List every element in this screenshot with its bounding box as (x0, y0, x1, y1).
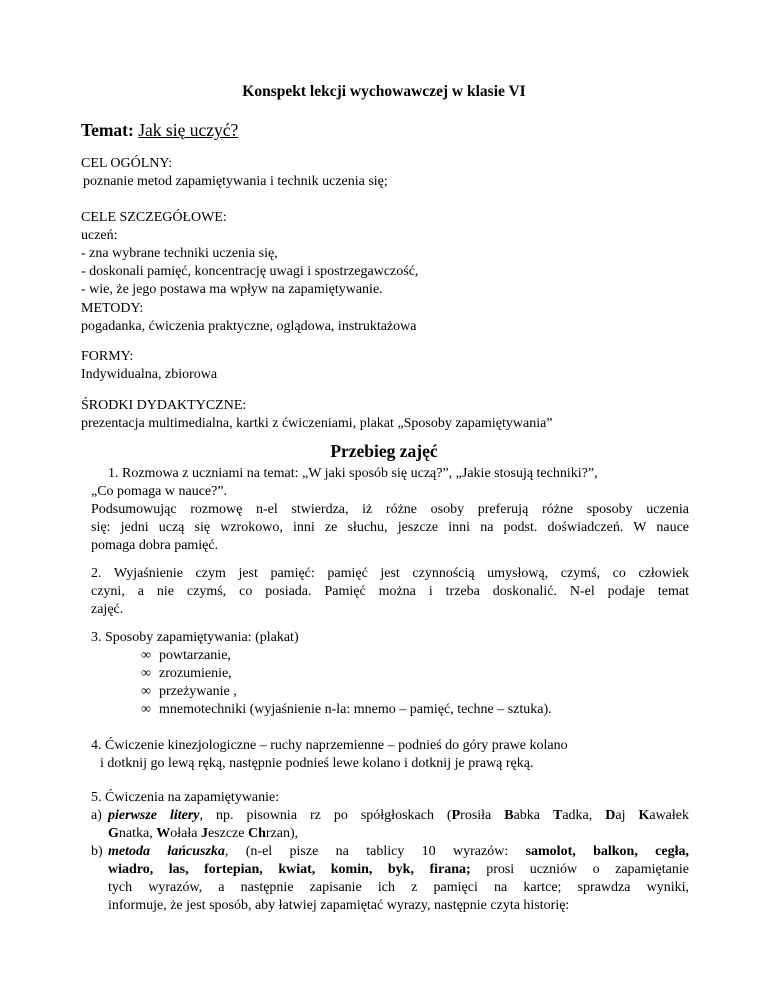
text-fragment: awałek (649, 808, 690, 823)
step-5-heading-text: 5. Ćwiczenia na zapamiętywanie: (91, 790, 280, 805)
cel-ogolny-text: poznanie metod zapamiętywania i technik uczenia się; (83, 174, 388, 189)
step-1-cont (91, 483, 689, 555)
bold-letter: J (200, 826, 208, 841)
step-5a-line-2 (91, 825, 689, 843)
step-1-line: „Co pomaga w nauce?”. (91, 484, 228, 499)
text-fragment: aj (615, 808, 639, 823)
cele-line: - doskonali pamięć, koncentrację uwagi i spostrzegawczość, (81, 264, 419, 279)
step-1 (108, 465, 689, 483)
cele-line: uczeń: (81, 228, 118, 243)
step-5b-line-1 (108, 843, 689, 861)
step-5-heading (91, 789, 689, 807)
formy-heading: FORMY: (81, 349, 134, 364)
infinity-bullet-icon: ∞ (141, 702, 151, 717)
step-5a (91, 807, 689, 843)
text-fragment: , np. pisownia rz po spółgłoskach ( (199, 808, 452, 823)
cel-ogolny-section (81, 155, 691, 191)
sub-label: a) (91, 808, 102, 823)
bold-letter: G (108, 826, 119, 841)
step-1-line: Podsumowując rozmowę n-el stwierdza, iż różne osoby preferują różne sposoby uczenia (91, 502, 689, 517)
metody-section (81, 300, 691, 336)
srodki-text: prezentacja multimedialna, kartki z ćwiczeniami, plakat „Sposoby zapamiętywania” (81, 416, 553, 431)
step-4-line: i dotknij go lewą ręką, następnie podnieś lewe kolano i dotknij je prawą ręką. (100, 756, 534, 771)
step-2-line: 2. Wyjaśnienie czym jest pamięć: pamięć jest czynnością umysłową, czymś, co człowiek (91, 566, 689, 581)
list-item-text: zrozumienie, (159, 666, 232, 681)
list-item-text: przeżywanie , (159, 684, 237, 699)
step-4 (91, 737, 689, 773)
cel-ogolny-heading: CEL OGÓLNY: (81, 156, 173, 171)
text-fragment: abka (513, 808, 553, 823)
infinity-bullet-icon: ∞ (141, 648, 151, 663)
infinity-bullet-icon: ∞ (141, 684, 151, 699)
bold-letter: D (605, 808, 616, 823)
srodki-section (81, 397, 691, 433)
step-4-line: 4. Ćwiczenie kinezjologiczne – ruchy naprzemienne – podnieś do góry prawe kolano (91, 738, 568, 753)
list-item (141, 665, 552, 683)
formy-text: Indywidualna, zbiorowa (81, 367, 218, 382)
cele-szczegolowe-heading: CELE SZCZEGÓŁOWE: (81, 210, 227, 225)
bold-letter: P (451, 808, 461, 823)
przebieg-heading: Przebieg zajęć (330, 441, 438, 461)
metody-text: pogadanka, ćwiczenia praktyczne, oglądowa, instruktażowa (81, 319, 417, 334)
list-item-text: powtarzanie, (159, 648, 231, 663)
step-1-line: się: jedni uczą się wzrokowo, inni ze słuchu, jeszcze inni na podst. doświadczeń. W nauce (91, 520, 689, 535)
step-3-heading (91, 629, 689, 647)
step-5b-line-2 (91, 861, 689, 879)
topic-label: Temat: (81, 120, 134, 140)
bold-words: wiadro, las, fortepian, kwiat, komin, byk, firana; (108, 862, 471, 877)
step-5b-line-4: informuje, że jest sposób, aby łatwiej zapamiętać wyrazy, następnie czyta historię: (108, 898, 570, 913)
term-first-letters: pierwsze litery (108, 808, 200, 823)
step-3-heading-text: 3. Sposoby zapamiętywania: (plakat) (91, 630, 299, 645)
sub-label: b) (91, 844, 103, 859)
step-2-line: czyni, a nie czymś, co posiada. Pamięć można i trzeba doskonalić. N-el podaje temat (91, 584, 689, 599)
cele-szczegolowe-section (81, 209, 691, 299)
list-item (141, 701, 552, 719)
formy-section (81, 348, 691, 384)
cele-line: - wie, że jego postawa ma wpływ na zapamiętywanie. (81, 282, 383, 297)
document-title: Konspekt lekcji wychowawczej w klasie VI (242, 83, 526, 100)
bold-letter: T (553, 808, 563, 823)
text-fragment: rzan), (265, 826, 299, 841)
step-5a-line-1 (108, 807, 689, 825)
step-2-line: zajęć. (91, 602, 124, 617)
topic-value: Jak się uczyć? (138, 120, 239, 140)
list-item (141, 647, 552, 665)
bold-letter: W (156, 826, 171, 841)
text-fragment: prosi uczniów o zapamiętanie (470, 862, 689, 877)
srodki-heading: ŚRODKI DYDAKTYCZNE: (81, 398, 247, 413)
bold-letter: K (638, 808, 650, 823)
text-fragment: ołała (170, 826, 201, 841)
list-item (141, 683, 552, 701)
metody-heading: METODY: (81, 301, 144, 316)
term-chain-method: metoda łańcuszka (108, 844, 225, 859)
step-3-list (141, 647, 552, 719)
step-2 (91, 565, 689, 619)
cele-line: - zna wybrane techniki uczenia się, (81, 246, 278, 261)
bold-letter: B (504, 808, 514, 823)
list-item-text: mnemotechniki (wyjaśnienie n-la: mnemo – pamięć, techne – sztuka). (159, 702, 552, 717)
bold-letter: Ch (247, 826, 266, 841)
step-1-line: pomaga dobra pamięć. (91, 538, 219, 553)
step-1-line: 1. Rozmowa z uczniami na temat: „W jaki sposób się uczą?”, „Jakie stosują techniki?”, (108, 466, 598, 481)
text-fragment: natka, (118, 826, 157, 841)
text-fragment: eszcze (207, 826, 248, 841)
step-5b (91, 843, 689, 915)
step-5b-line-3: tych wyrazów, a następnie zapisanie ich z pamięci na kartce; sprawdza wyniki, (108, 880, 689, 895)
text-fragment: adka, (562, 808, 606, 823)
text-fragment: rosiła (460, 808, 505, 823)
topic-line (81, 121, 238, 139)
infinity-bullet-icon: ∞ (141, 666, 151, 681)
text-fragment: , (n-el pisze na tablicy 10 wyrazów: (224, 844, 526, 859)
bold-words: samolot, balkon, cegła, (525, 844, 689, 859)
